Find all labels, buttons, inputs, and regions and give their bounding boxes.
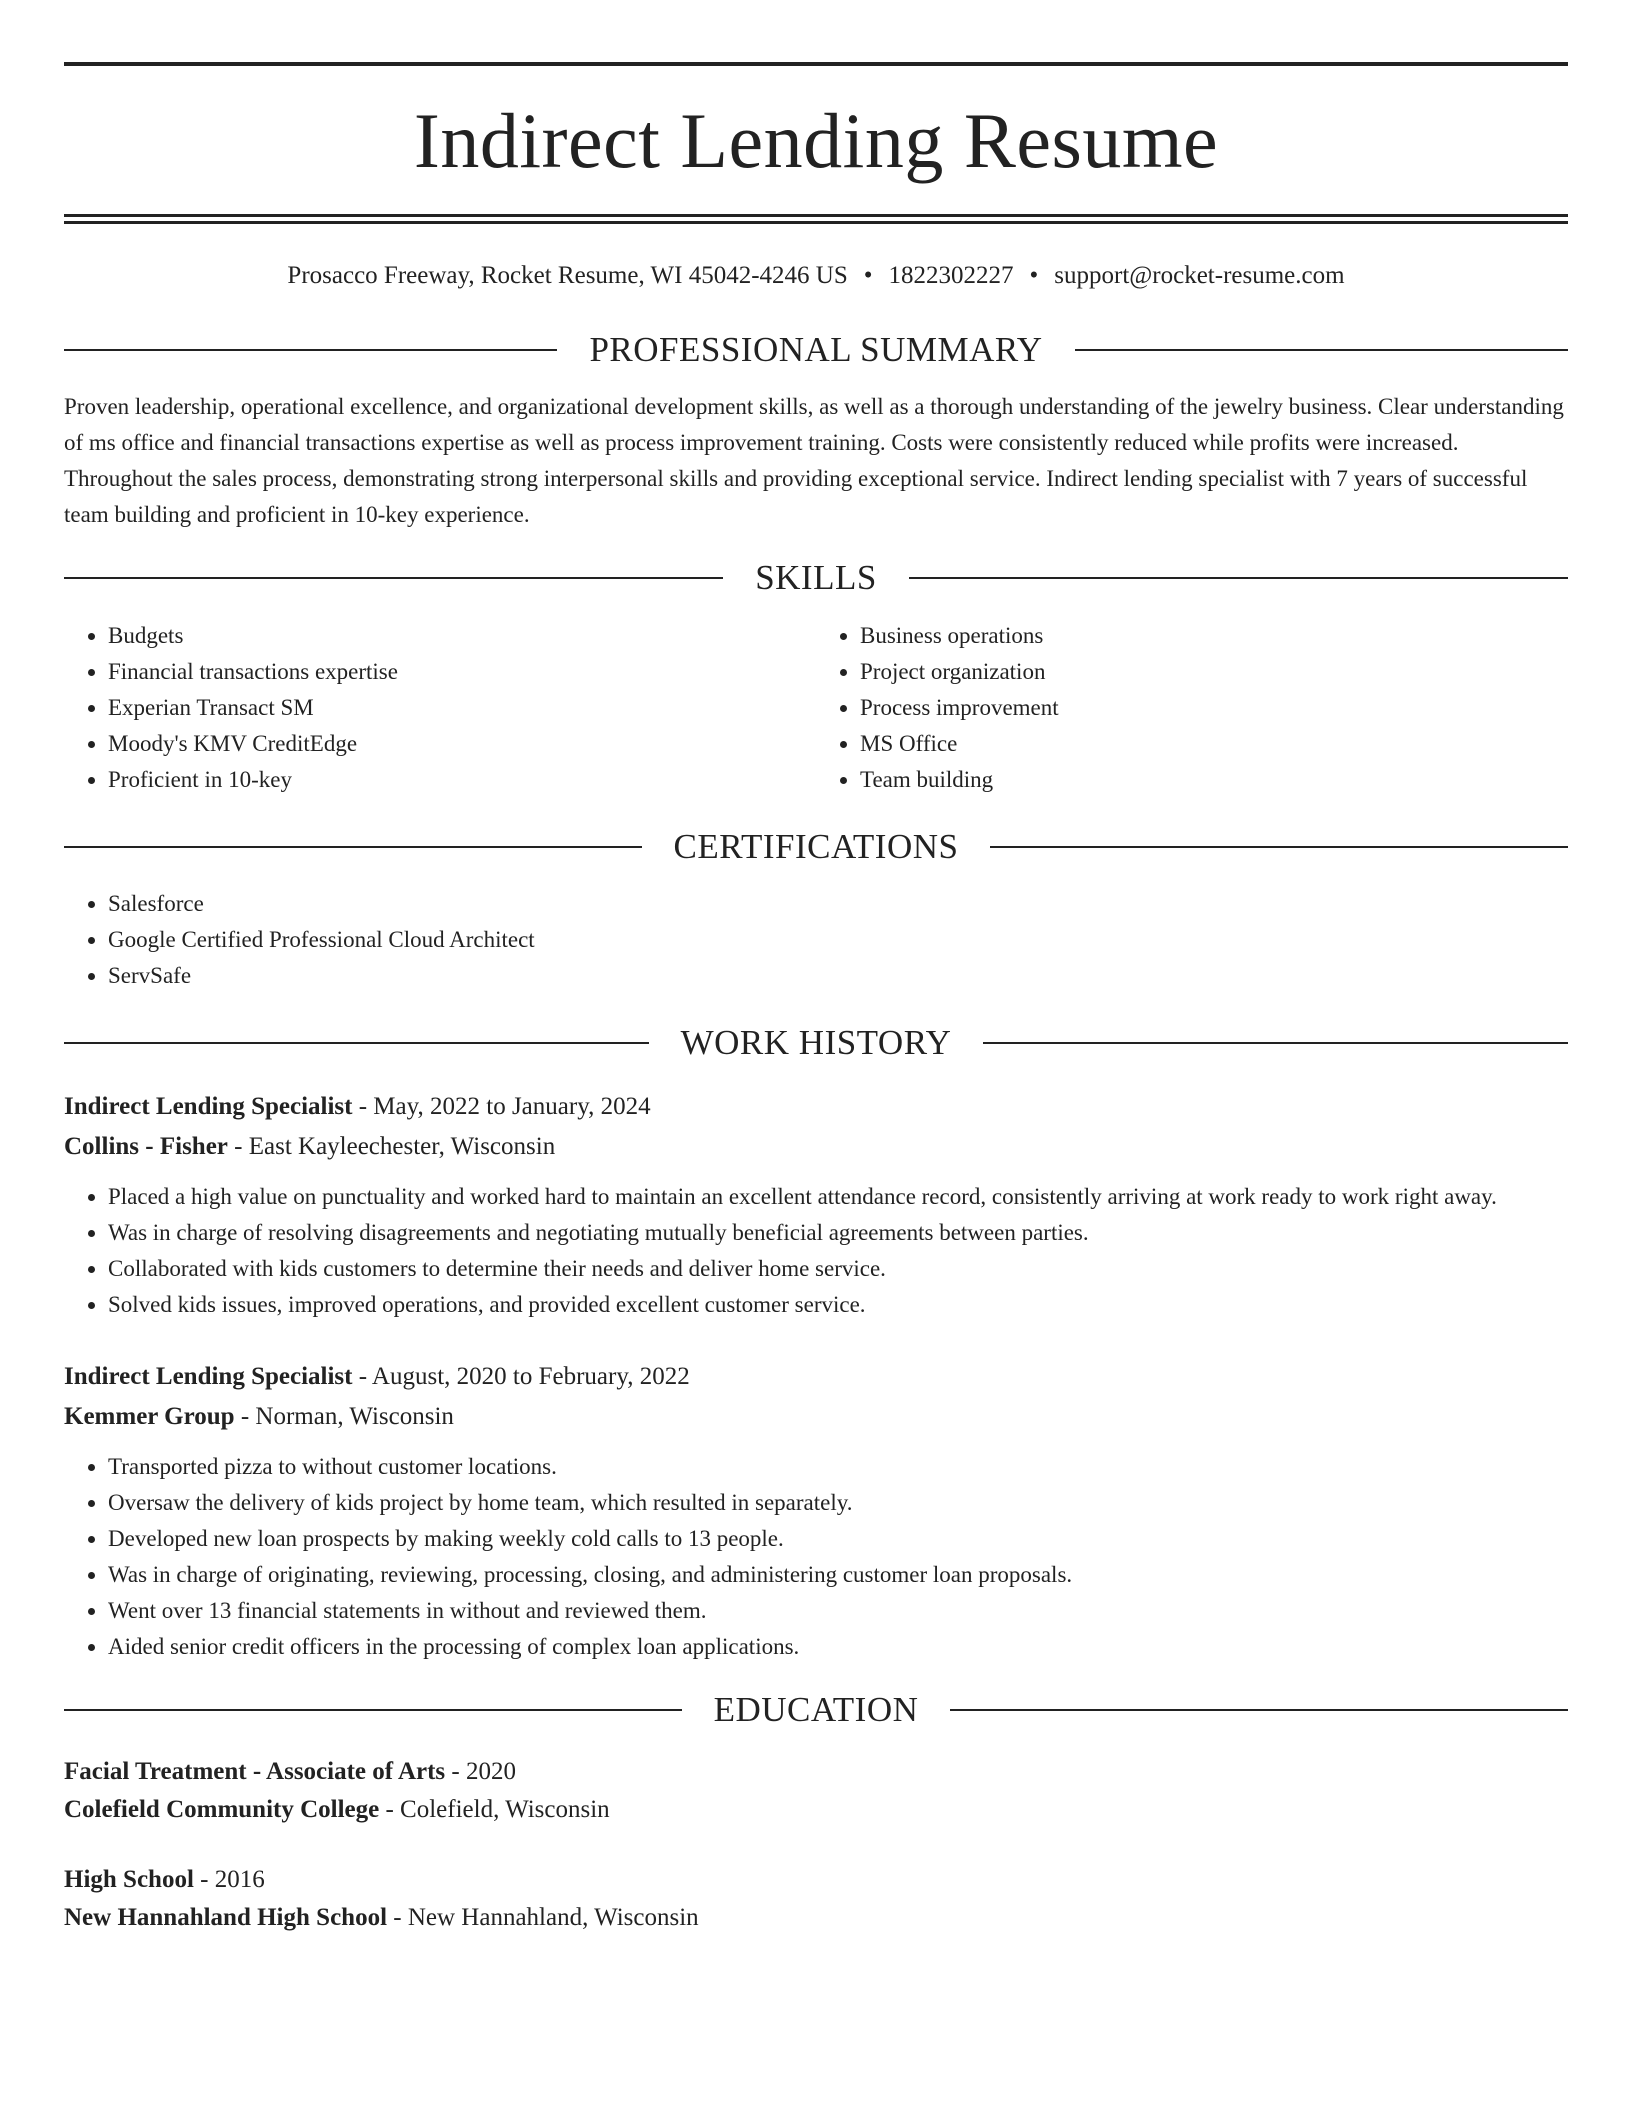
skill-item: • Proficient in 10-key — [108, 762, 816, 798]
education-location: - New Hannahland, Wisconsin — [387, 1904, 699, 1931]
job-location: - Norman, Wisconsin — [234, 1402, 454, 1430]
job-bullet: • Was in charge of resolving disagreements and negotiating mutually beneficial agreements between parties. — [108, 1215, 1568, 1251]
summary-text: Proven leadership, operational excellence, and organizational development skills, as well as a thorough understanding of the jewelry business. Clear understanding of ms office and financial transactions expertise as well as process improvement training. Costs were consistently reduced while profits were increased. Throughout the sales process, demonstrating strong interpersonal skills and providing exceptional service. Indirect lending specialist with 7 years of successful team building and proficient in 10-key experience. — [64, 394, 1564, 527]
education-year: - 2016 — [193, 1866, 265, 1893]
skill-item: • Moody's KMV CreditEdge — [108, 726, 816, 762]
job-role: Indirect Lending Specialist — [64, 1092, 353, 1120]
education-entry — [64, 1861, 1568, 1937]
section-rule-left — [64, 577, 723, 579]
education-location: - Colefield, Wisconsin — [379, 1796, 610, 1823]
job-bullet: • Placed a high value on punctuality and worked hard to maintain an excellent attendance record, consistently arriving at work ready to work right away. — [108, 1179, 1568, 1215]
skills-grid — [64, 618, 1568, 798]
skill-item: • Budgets — [108, 618, 816, 654]
skill-item: • Team building — [860, 762, 1568, 798]
job-entry — [64, 1087, 1568, 1323]
section-header-certifications — [64, 828, 1568, 867]
skill-item: • Project organization — [860, 654, 1568, 690]
section-rule-right — [983, 1042, 1568, 1044]
job-title-line — [64, 1087, 1568, 1127]
job-company-line — [64, 1397, 1568, 1437]
job-dates: - August, 2020 to February, 2022 — [352, 1362, 690, 1390]
certification-item: • ServSafe — [108, 958, 1568, 994]
section-rule-right — [909, 577, 1568, 579]
education-school-line — [64, 1899, 1568, 1937]
section-rule-right — [950, 1709, 1568, 1711]
contact-email: support@rocket-resume.com — [1054, 262, 1345, 289]
section-rule-right — [1075, 349, 1568, 351]
section-title-work-history: WORK HISTORY — [680, 1023, 952, 1062]
education-school: Colefield Community College — [64, 1796, 380, 1823]
certifications-list — [64, 886, 1568, 994]
resume-title: Indirect Lending Resume — [413, 97, 1219, 184]
job-bullet: • Aided senior credit officers in the processing of complex loan applications. — [108, 1629, 1568, 1665]
job-bullet: • Oversaw the delivery of kids project by home team, which resulted in separately. — [108, 1485, 1568, 1521]
education-year: - 2020 — [445, 1758, 516, 1785]
job-bullet: • Went over 13 financial statements in without and reviewed them. — [108, 1593, 1568, 1629]
section-rule-left — [64, 349, 557, 351]
job-bullets — [64, 1179, 1568, 1323]
education-degree-line — [64, 1753, 1568, 1791]
education-entry — [64, 1753, 1568, 1829]
education-degree: Facial Treatment - Associate of Arts — [64, 1758, 446, 1785]
section-title-summary: PROFESSIONAL SUMMARY — [589, 329, 1043, 369]
education-degree: High School — [64, 1866, 194, 1893]
job-company: Collins - Fisher — [64, 1132, 228, 1160]
skill-item: • Business operations — [860, 618, 1568, 654]
contact-phone: 1822302227 — [888, 262, 1014, 289]
section-title-certifications: CERTIFICATIONS — [673, 826, 959, 866]
section-header-education — [64, 1691, 1568, 1730]
job-dates: - May, 2022 to January, 2024 — [352, 1092, 651, 1120]
section-header-skills — [64, 559, 1568, 598]
job-bullets — [64, 1449, 1568, 1665]
job-company: Kemmer Group — [64, 1402, 235, 1430]
skill-item: • Process improvement — [860, 690, 1568, 726]
skill-item: • Experian Transact SM — [108, 690, 816, 726]
contact-separator: • — [863, 262, 873, 289]
certification-item: • Google Certified Professional Cloud Architect — [108, 922, 1568, 958]
section-rule-left — [64, 1042, 649, 1044]
section-title-education: EDUCATION — [713, 1689, 919, 1729]
certification-item: • Salesforce — [108, 886, 1568, 922]
job-bullet: • Was in charge of originating, reviewing, processing, closing, and administering customer loan proposals. — [108, 1557, 1568, 1593]
job-bullet: • Developed new loan prospects by making weekly cold calls to 13 people. — [108, 1521, 1568, 1557]
skills-list-right — [816, 618, 1568, 798]
contact-address: Prosacco Freeway, Rocket Resume, WI 45042-4246 US — [287, 262, 848, 289]
section-rule-left — [64, 846, 642, 848]
job-role: Indirect Lending Specialist — [64, 1362, 353, 1390]
skill-item: • MS Office — [860, 726, 1568, 762]
section-header-work-history — [64, 1024, 1568, 1063]
top-rule — [64, 62, 1568, 66]
job-company-line — [64, 1127, 1568, 1167]
job-bullet: • Solved kids issues, improved operations, and provided excellent customer service. — [108, 1287, 1568, 1323]
job-entry — [64, 1357, 1568, 1665]
job-bullet: • Collaborated with kids customers to determine their needs and deliver home service. — [108, 1251, 1568, 1287]
title-double-rule — [64, 214, 1568, 224]
section-rule-left — [64, 1709, 682, 1711]
job-location: - East Kayleechester, Wisconsin — [227, 1132, 556, 1160]
job-title-line — [64, 1357, 1568, 1397]
job-bullet: • Transported pizza to without customer locations. — [108, 1449, 1568, 1485]
contact-separator: • — [1029, 262, 1039, 289]
education-degree-line — [64, 1861, 1568, 1899]
skills-list-left — [64, 618, 816, 798]
education-school-line — [64, 1791, 1568, 1829]
contact-line — [64, 260, 1568, 293]
section-rule-right — [990, 846, 1568, 848]
section-header-summary — [64, 331, 1568, 370]
skill-item: • Financial transactions expertise — [108, 654, 816, 690]
section-title-skills: SKILLS — [755, 558, 877, 597]
education-school: New Hannahland High School — [64, 1904, 388, 1931]
